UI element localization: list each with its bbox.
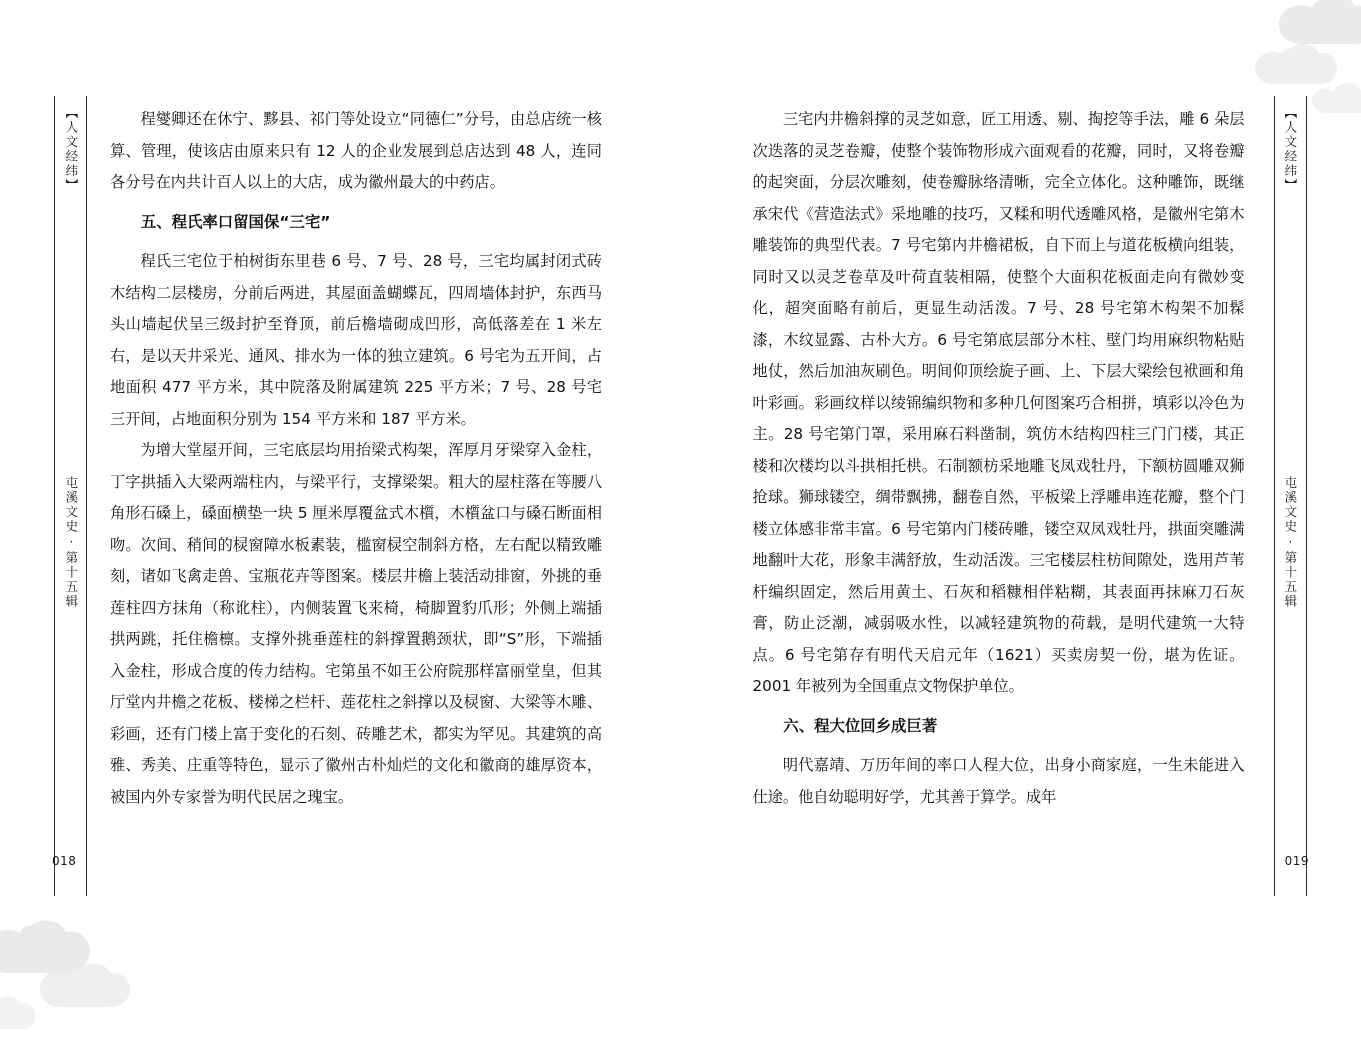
book-label-right: 屯溪文史·第十五辑 xyxy=(1283,470,1297,615)
folio-right: 019 xyxy=(1285,854,1309,868)
series-label-right: 【人文经纬】 xyxy=(1283,100,1297,199)
series-label-left: 【人文经纬】 xyxy=(64,100,78,199)
paragraph: 程氏三宅位于柏树街东里巷 6 号、7 号、28 号，三宅均属封闭式砖木结构二层楼房，分前后两进，其屋面盖蝴蝶瓦，四周墙体封护，东西马头山墙起伏呈三级封护至脊顶，前后檐墙砌成凹形，高低落差在 1 米左右，是以天井采光、通风、排水为一体的独立建筑。6 号宅为五开间，占地面积 477 平方米，其中院落及附属建筑 225 平方米；7 号、28 号宅三开间，占地面积分别为 154 平方米和 187 平方米。 xyxy=(110,246,602,435)
folio-left: 018 xyxy=(52,854,76,868)
paragraph: 为增大堂屋开间，三宅底层均用抬梁式构架，浑厚月牙梁穿入金柱，丁字拱插入大梁两端柱内，与梁平行，支撑梁架。粗大的屋柱落在等腰八角形石磉上，磉面横垫一块 5 厘米厚覆盆式木櫍，木櫍盆口与磉石断面相吻。次间、稍间的棂窗障水板素装，槛窗棂空制斜方格，左右配以精致雕刻，诸如飞禽走兽、宝瓶花卉等图案。楼层井檐上装活动排窗，外挑的垂莲柱四方抹角（称讹柱），内侧装置飞来椅，椅脚置豹爪形；外侧上端插拱两跳，托住檐檩。支撑外挑垂莲柱的斜撑置鹅颈状，即“S”形，下端插入金柱，形成合度的传力结构。宅第虽不如王公府院那样富丽堂皇，但其厅堂内井檐之花板、楼梯之栏杆、莲花柱之斜撑以及棂窗、大梁等木雕、彩画，还有门楼上富于变化的石刻、砖雕艺术，都实为罕见。其建筑的高雅、秀美、庄重等特色，显示了徽州古朴灿烂的文化和徽商的雄厚资本，被国内外专家誉为明代民居之瑰宝。 xyxy=(110,435,602,813)
paragraph: 三宅内井檐斜撑的灵芝如意，匠工用透、剔、掏挖等手法，雕 6 朵层次迭落的灵芝卷瓣，使整个装饰物形成六面观看的花瓣，同时，又将卷瓣的起突面，分层次雕刻，使卷瓣脉络清晰，完全立体化。这种雕饰，既继承宋代《营造法式》采地雕的技巧，又糅和明代透雕风格，是徽州宅第木雕装饰的典型代表。7 号宅第内井檐裙板，自下而上与道花板横向组装，同时又以灵芝卷草及叶荷直装相隔，使整个大面积花板面走向有微妙变化，超突面略有前后，更显生动活泼。7 号、28 号宅第木构架不加髹漆，木纹显露、古朴大方。6 号宅第底层部分木柱、壁门均用麻织物粘贴地仗，然后加油灰刷色。明间仰顶绘旋子画、上、下层大梁绘包袱画和角叶彩画。彩画纹样以绫锦编织物和多种几何图案巧合相拼，填彩以冷色为主。28 号宅第门罩，采用麻石料凿制，筑仿木结构四柱三门门楼，其正楼和次楼均以斗拱相托栱。石制额枋采地雕飞凤戏牡丹，下额枋圆雕双狮抢球。狮球镂空，绸带飘拂，翻卷自然，平板梁上浮雕串连花瓣，整个门楼立体感非常丰富。6 号宅第内门楼砖雕，镂空双凤戏牡丹，拱面突雕满地翻叶大花，形象丰满舒放，生动活泼。三宅楼层柱枋间隙处，选用芦苇杆编织固定，然后用黄土、石灰和稻糠相伴粘糊，其表面再抹麻刀石灰膏，防止泛潮，减弱吸水性，以减轻建筑物的荷载，是明代建筑一大特点。6 号宅第存有明代天启元年（1621）买卖房契一份，堪为佐证。2001 年被列为全国重点文物保护单位。 xyxy=(753,104,1245,703)
paragraph: 明代嘉靖、万历年间的率口人程大位，出身小商家庭，一生未能进入仕途。他自幼聪明好学，尤其善于算学。成年 xyxy=(753,750,1245,813)
page-right xyxy=(681,0,1361,1016)
rule-inner-left xyxy=(86,96,87,896)
paragraph: 程燮卿还在休宁、黟县、祁门等处设立“同德仁”分号，由总店统一核算、管理，使该店由原来只有 12 人的企业发展到总店达到 48 人，连同各分号在内共计百人以上的大店，成为徽州最大的中药店。 xyxy=(110,104,602,199)
rule-outer-left xyxy=(54,96,55,896)
text-column-right xyxy=(753,104,1245,813)
rule-outer-right xyxy=(1306,96,1307,896)
section-heading: 五、程氏率口留国保“三宅” xyxy=(110,199,602,247)
text-column-left xyxy=(110,104,602,813)
page-left xyxy=(0,0,681,1016)
section-heading: 六、程大位回乡成巨著 xyxy=(753,703,1245,751)
rule-inner-right xyxy=(1274,96,1275,896)
book-label-left: 屯溪文史·第十五辑 xyxy=(64,470,78,615)
